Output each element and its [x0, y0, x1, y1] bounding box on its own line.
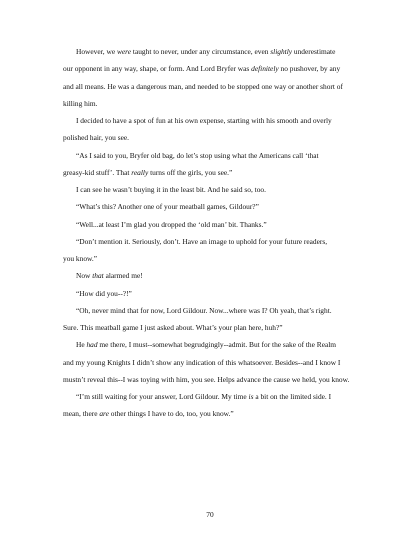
text-line: “How did you--?!”	[76, 288, 132, 298]
text-line: “I’m still waiting for your answer, Lord Gildour. My time is a bit on the limited side. I	[76, 392, 332, 401]
text-line: I can see he wasn’t buying it in the least bit. And he said so, too.	[76, 185, 266, 194]
page-body-text	[63, 43, 359, 423]
text-line: “What’s this? Another one of your meatball games, Gildour?”	[76, 202, 259, 212]
text-line: I decided to have a spot of fun at his own expense, starting with his smooth and overly	[76, 116, 332, 125]
text-line: killing him.	[63, 98, 98, 108]
text-line: mustn’t reveal this--I was toying with him, you see. Helps advance the cause we held, you know.	[63, 374, 350, 384]
text-line: mean, there are other things I have to do, too, you know.”	[63, 409, 234, 419]
text-line: “Don’t mention it. Seriously, don’t. Have an image to uphold for your future readers,	[76, 236, 328, 246]
text-line: “Oh, never mind that for now, Lord Gildour. Now...where was I? Oh yeah, that’s right.	[76, 305, 332, 315]
text-line: and my young Knights I didn’t show any indication of this whatsoever. Besides--and I know I	[63, 357, 341, 367]
text-line: greasy-kid stuff’. That really turns off the girls, you see.”	[63, 167, 233, 177]
text-line: our opponent in any way, shape, or form. And Lord Bryfer was definitely no pushover, by any	[63, 64, 341, 74]
text-line: He had me there, I must--somewhat begrudgingly--admit. But for the sake of the Realm	[76, 340, 337, 350]
text-line: polished hair, you see.	[63, 133, 129, 143]
text-line: “As I said to you, Bryfer old bag, do let’s stop using what the Americans call ‘that	[76, 150, 319, 160]
text-line: However, we were taught to never, under any circumstance, even slightly underestimate	[76, 47, 336, 56]
page-number: 70	[206, 510, 214, 519]
text-line: Sure. This meatball game I just asked about. What’s your plan here, huh?”	[63, 323, 283, 332]
text-line: you know.”	[63, 254, 98, 263]
text-line: and all means. He was a dangerous man, and needed to be stopped one way or another short of	[63, 81, 343, 91]
text-line: Now that alarmed me!	[76, 271, 143, 281]
text-line: “Well...at least I’m glad you dropped the ‘old man’ bit. Thanks.”	[76, 219, 267, 229]
